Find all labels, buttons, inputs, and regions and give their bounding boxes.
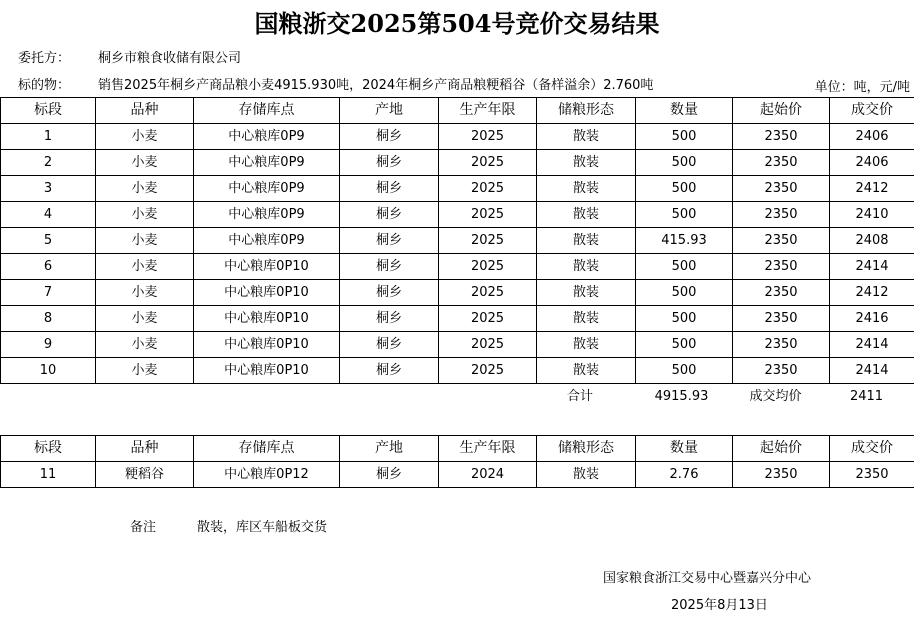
table-cell: 4 bbox=[1, 202, 96, 228]
table-cell: 2025 bbox=[439, 202, 537, 228]
table-cell: 中心粮库0P10 bbox=[194, 306, 340, 332]
table-cell: 散装 bbox=[537, 202, 636, 228]
table-cell: 2350 bbox=[733, 280, 830, 306]
table-cell: 散装 bbox=[537, 306, 636, 332]
header-cell: 标段 bbox=[1, 436, 96, 462]
table-cell: 散装 bbox=[537, 176, 636, 202]
table-cell: 中心粮库0P9 bbox=[194, 202, 340, 228]
subject-label: 标的物： bbox=[18, 78, 71, 93]
table-cell: 2350 bbox=[733, 332, 830, 358]
table-cell: 桐乡 bbox=[340, 358, 439, 384]
table-cell: 2350 bbox=[733, 150, 830, 176]
table-cell: 小麦 bbox=[96, 254, 194, 280]
note-label: 备注 bbox=[130, 520, 157, 535]
table-row bbox=[1, 306, 914, 332]
table-cell: 1 bbox=[1, 124, 96, 150]
table-cell: 500 bbox=[636, 306, 733, 332]
table-cell: 中心粮库0P9 bbox=[194, 124, 340, 150]
table-cell: 中心粮库0P9 bbox=[194, 228, 340, 254]
average-price-value: 2411 bbox=[849, 389, 884, 404]
table-cell: 散装 bbox=[537, 150, 636, 176]
table-cell: 小麦 bbox=[96, 176, 194, 202]
header-cell: 生产年限 bbox=[439, 436, 537, 462]
subject-value: 销售2025年桐乡产商品粮小麦4915.930吨，2024年桐乡产商品粮粳稻谷（备样溢余）2.760吨 bbox=[98, 78, 654, 93]
table-cell: 2350 bbox=[733, 176, 830, 202]
table-cell: 桐乡 bbox=[340, 462, 439, 488]
table-cell: 2025 bbox=[439, 332, 537, 358]
table-cell: 2024 bbox=[439, 462, 537, 488]
table-cell: 6 bbox=[1, 254, 96, 280]
table-cell: 500 bbox=[636, 176, 733, 202]
table-cell: 中心粮库0P10 bbox=[194, 358, 340, 384]
table-cell: 2408 bbox=[830, 228, 914, 254]
table-cell: 散装 bbox=[537, 358, 636, 384]
table-row bbox=[1, 280, 914, 306]
header-cell: 生产年限 bbox=[439, 98, 537, 124]
table-cell: 桐乡 bbox=[340, 306, 439, 332]
table-cell: 415.93 bbox=[636, 228, 733, 254]
note-text: 散装，库区车船板交货 bbox=[197, 520, 328, 535]
table-cell: 2350 bbox=[733, 306, 830, 332]
table-cell: 11 bbox=[1, 462, 96, 488]
header-cell: 成交价 bbox=[830, 98, 914, 124]
total-quantity: 4915.93 bbox=[654, 389, 709, 404]
table-cell: 2025 bbox=[439, 150, 537, 176]
table-cell: 小麦 bbox=[96, 124, 194, 150]
document-date: 2025年8月13日 bbox=[671, 598, 768, 613]
table-cell: 桐乡 bbox=[340, 254, 439, 280]
table-cell: 桐乡 bbox=[340, 176, 439, 202]
table-cell: 2416 bbox=[830, 306, 914, 332]
table-cell: 小麦 bbox=[96, 202, 194, 228]
header-cell: 储粮形态 bbox=[537, 436, 636, 462]
table-cell: 散装 bbox=[537, 254, 636, 280]
table-row bbox=[1, 202, 914, 228]
header-cell: 品种 bbox=[96, 98, 194, 124]
header-cell: 成交价 bbox=[830, 436, 914, 462]
table-cell: 2350 bbox=[733, 462, 830, 488]
table-cell: 桐乡 bbox=[340, 124, 439, 150]
table-cell: 2350 bbox=[830, 462, 914, 488]
consignor-line bbox=[18, 50, 241, 68]
table-cell: 散装 bbox=[537, 124, 636, 150]
table-cell: 2350 bbox=[733, 358, 830, 384]
table-cell: 2412 bbox=[830, 280, 914, 306]
table-cell: 500 bbox=[636, 124, 733, 150]
header-cell: 起始价 bbox=[733, 436, 830, 462]
table-cell: 桐乡 bbox=[340, 280, 439, 306]
table-cell: 粳稻谷 bbox=[96, 462, 194, 488]
header-cell: 存储库点 bbox=[194, 436, 340, 462]
table-cell: 中心粮库0P12 bbox=[194, 462, 340, 488]
table-cell: 2025 bbox=[439, 254, 537, 280]
table-cell: 2412 bbox=[830, 176, 914, 202]
subject-line bbox=[18, 77, 653, 95]
table-cell: 2025 bbox=[439, 306, 537, 332]
header-cell: 存储库点 bbox=[194, 98, 340, 124]
header-cell: 数量 bbox=[636, 436, 733, 462]
table-cell: 小麦 bbox=[96, 228, 194, 254]
table-cell: 2410 bbox=[830, 202, 914, 228]
table-cell: 桐乡 bbox=[340, 228, 439, 254]
table-cell: 2025 bbox=[439, 228, 537, 254]
table-cell: 2414 bbox=[830, 332, 914, 358]
table-cell: 桐乡 bbox=[340, 202, 439, 228]
table-cell: 小麦 bbox=[96, 150, 194, 176]
table-header-row bbox=[1, 98, 914, 124]
table-header-row bbox=[1, 436, 914, 462]
table-cell: 2414 bbox=[830, 254, 914, 280]
table-cell: 2025 bbox=[439, 176, 537, 202]
consignor-label: 委托方： bbox=[18, 51, 71, 66]
table-cell: 2350 bbox=[733, 202, 830, 228]
total-label: 合计 bbox=[566, 389, 593, 404]
table-cell: 散装 bbox=[537, 462, 636, 488]
table-row bbox=[1, 124, 914, 150]
table-cell: 500 bbox=[636, 332, 733, 358]
table-cell: 2025 bbox=[439, 280, 537, 306]
table-row bbox=[1, 228, 914, 254]
table-cell: 桐乡 bbox=[340, 332, 439, 358]
table-cell: 8 bbox=[1, 306, 96, 332]
table-cell: 2414 bbox=[830, 358, 914, 384]
table-row bbox=[1, 332, 914, 358]
header-cell: 产地 bbox=[340, 436, 439, 462]
table-row bbox=[1, 176, 914, 202]
table-cell: 散装 bbox=[537, 332, 636, 358]
table-row bbox=[1, 150, 914, 176]
table-cell: 2406 bbox=[830, 150, 914, 176]
header-cell: 产地 bbox=[340, 98, 439, 124]
table-cell: 500 bbox=[636, 254, 733, 280]
consignor-value: 桐乡市粮食收储有限公司 bbox=[98, 51, 242, 66]
table-cell: 10 bbox=[1, 358, 96, 384]
table-cell: 500 bbox=[636, 358, 733, 384]
table-cell: 小麦 bbox=[96, 358, 194, 384]
results-table bbox=[0, 97, 914, 384]
table-cell: 2350 bbox=[733, 228, 830, 254]
table-cell: 2406 bbox=[830, 124, 914, 150]
header-cell: 储粮形态 bbox=[537, 98, 636, 124]
table-cell: 7 bbox=[1, 280, 96, 306]
table-cell: 小麦 bbox=[96, 332, 194, 358]
table-cell: 500 bbox=[636, 202, 733, 228]
table-cell: 中心粮库0P10 bbox=[194, 280, 340, 306]
header-cell: 起始价 bbox=[733, 98, 830, 124]
table-cell: 2350 bbox=[733, 124, 830, 150]
page-title: 国粮浙交2025第504号竞价交易结果 bbox=[254, 9, 660, 38]
table-cell: 散装 bbox=[537, 228, 636, 254]
header-cell: 标段 bbox=[1, 98, 96, 124]
table-cell: 2350 bbox=[733, 254, 830, 280]
header-cell: 品种 bbox=[96, 436, 194, 462]
table-cell: 9 bbox=[1, 332, 96, 358]
table-cell: 500 bbox=[636, 150, 733, 176]
table-cell: 2 bbox=[1, 150, 96, 176]
table-cell: 2025 bbox=[439, 124, 537, 150]
table-cell: 小麦 bbox=[96, 306, 194, 332]
table-cell: 中心粮库0P9 bbox=[194, 176, 340, 202]
table-cell: 散装 bbox=[537, 280, 636, 306]
organization-name: 国家粮食浙江交易中心暨嘉兴分中心 bbox=[603, 571, 812, 586]
table-row bbox=[1, 254, 914, 280]
table-cell: 5 bbox=[1, 228, 96, 254]
table-row bbox=[1, 358, 914, 384]
average-price-label: 成交均价 bbox=[749, 389, 802, 404]
table-cell: 小麦 bbox=[96, 280, 194, 306]
table-cell: 中心粮库0P10 bbox=[194, 332, 340, 358]
table-cell: 中心粮库0P9 bbox=[194, 150, 340, 176]
table-cell: 桐乡 bbox=[340, 150, 439, 176]
table-cell: 3 bbox=[1, 176, 96, 202]
header-cell: 数量 bbox=[636, 98, 733, 124]
table-cell: 500 bbox=[636, 280, 733, 306]
table-cell: 2.76 bbox=[636, 462, 733, 488]
table-row bbox=[1, 462, 914, 488]
table-cell: 中心粮库0P10 bbox=[194, 254, 340, 280]
results-table-2 bbox=[0, 435, 914, 488]
unit-label: 单位：吨，元/吨 bbox=[814, 80, 910, 95]
table-cell: 2025 bbox=[439, 358, 537, 384]
